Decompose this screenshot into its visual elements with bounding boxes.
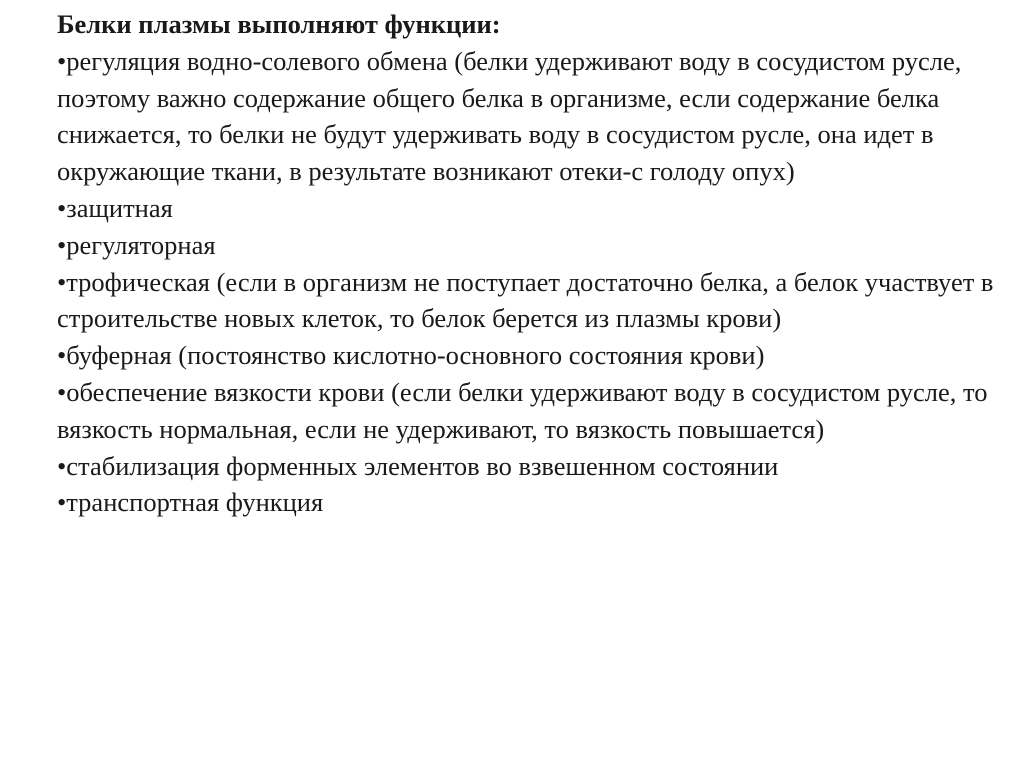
- bullet: •: [57, 266, 67, 297]
- bullet: •: [57, 229, 67, 260]
- bullet: •: [57, 45, 67, 76]
- list-item: [57, 43, 1012, 190]
- list-item-text: обеспечение вязкости крови (если белки удерживают воду в сосудистом русле, то вязкость нормальная, если не удерживают, то вязкость повышается): [57, 376, 988, 444]
- bullet: •: [57, 376, 67, 407]
- bullet: •: [57, 192, 67, 223]
- slide-title: Белки плазмы выполняют функции:: [57, 9, 501, 39]
- bullet: •: [57, 450, 67, 481]
- slide-content: [57, 6, 1012, 521]
- list-item-text: буферная (постоянство кислотно-основного состояния крови): [66, 340, 765, 371]
- bullet: •: [57, 340, 67, 371]
- bullet: •: [57, 487, 67, 518]
- list-item-text: стабилизация форменных элементов во взвешенном состоянии: [66, 450, 779, 481]
- list-item: [57, 337, 1012, 374]
- list-item-text: регуляторная: [66, 229, 216, 260]
- list-item: [57, 264, 1012, 338]
- list-item: [57, 448, 1012, 485]
- list-item-text: трофическая (если в организм не поступает достаточно белка, а белок участвует в строительстве новых клеток, то белок берется из плазмы крови): [57, 266, 994, 334]
- list-item: [57, 227, 1012, 264]
- list-item-text: регуляция водно-солевого обмена (белки удерживают воду в сосудистом русле, поэтому важно содержание общего белка в организме, если содержание белка снижается, то белки не будут удерживать воду в сосудистом русле, она идет в окружающие ткани, в результате возникают отеки-с голоду опух): [57, 45, 962, 187]
- list-item-text: транспортная функция: [66, 487, 324, 518]
- list-item: [57, 374, 1012, 448]
- function-list: [57, 43, 1012, 521]
- list-item: [57, 484, 1012, 521]
- list-item-text: защитная: [66, 192, 173, 223]
- list-item: [57, 190, 1012, 227]
